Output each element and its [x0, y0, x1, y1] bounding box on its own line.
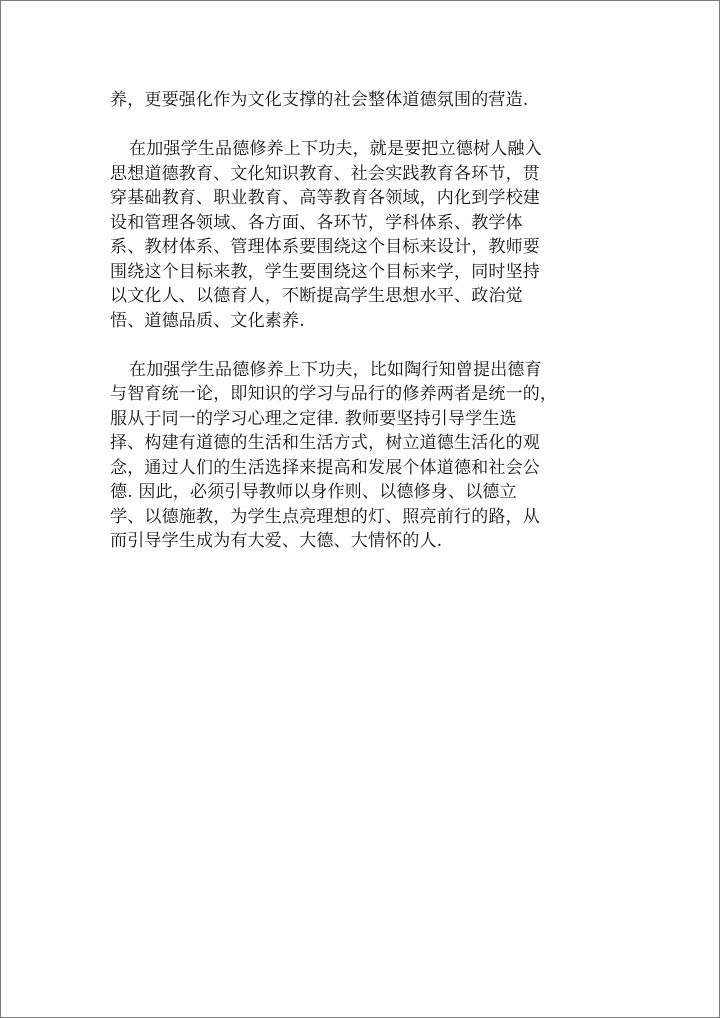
text-line: 在加强学生品德修养上下功夫，比如陶行知曾提出德育: [129, 359, 542, 380]
text-line: 思想道德教育、文化知识教育、社会实践教育各环节，贯: [110, 163, 540, 184]
text-line: 系、教材体系、管理体系要围绕这个目标来设计，教师要: [110, 237, 540, 257]
text-line: 服从于同一的学习心理之定律. 教师要坚持引导学生选: [110, 408, 517, 429]
paragraph-1: [110, 88, 596, 113]
text-line: 设和管理各领域、各方面、各环节，学科体系、教学体: [110, 212, 523, 233]
text-line: 围绕这个目标来教，学生要围绕这个目标来学，同时坚持: [110, 261, 540, 282]
text-line: 择、构建有道德的生活和生活方式，树立道德生活化的观: [110, 433, 540, 453]
text-line: 德. 因此，必须引导教师以身作则、以德修身、以德立: [110, 482, 517, 502]
text-line: 在加强学生品德修养上下功夫，就是要把立德树人融入: [129, 139, 542, 159]
text-line: 养，更要强化作为文化支撑的社会整体道德氛围的营造.: [110, 90, 529, 110]
text-line: 悟、道德品质、文化素养.: [110, 310, 305, 331]
text-line: 学、以德施教，为学生点亮理想的灯、照亮前行的路，从: [110, 506, 540, 527]
text-line: 而引导学生成为有大爱、大德、大情怀的人.: [110, 531, 443, 551]
text-line: 与智育统一论，即知识的学习与品行的修养两者是统一的，: [110, 384, 558, 404]
document-body: [110, 88, 596, 554]
paragraph-spacer: [110, 333, 596, 358]
text-line: 念，通过人们的生活选择来提高和发展个体道德和社会公: [110, 457, 540, 478]
paragraph-2: [110, 137, 596, 333]
text-line: 以文化人、以德育人，不断提高学生思想水平、政治觉: [110, 286, 523, 306]
paragraph-3: [110, 358, 596, 554]
paragraph-spacer: [110, 113, 596, 138]
text-line: 穿基础教育、职业教育、高等教育各领域，内化到学校建: [110, 188, 540, 208]
